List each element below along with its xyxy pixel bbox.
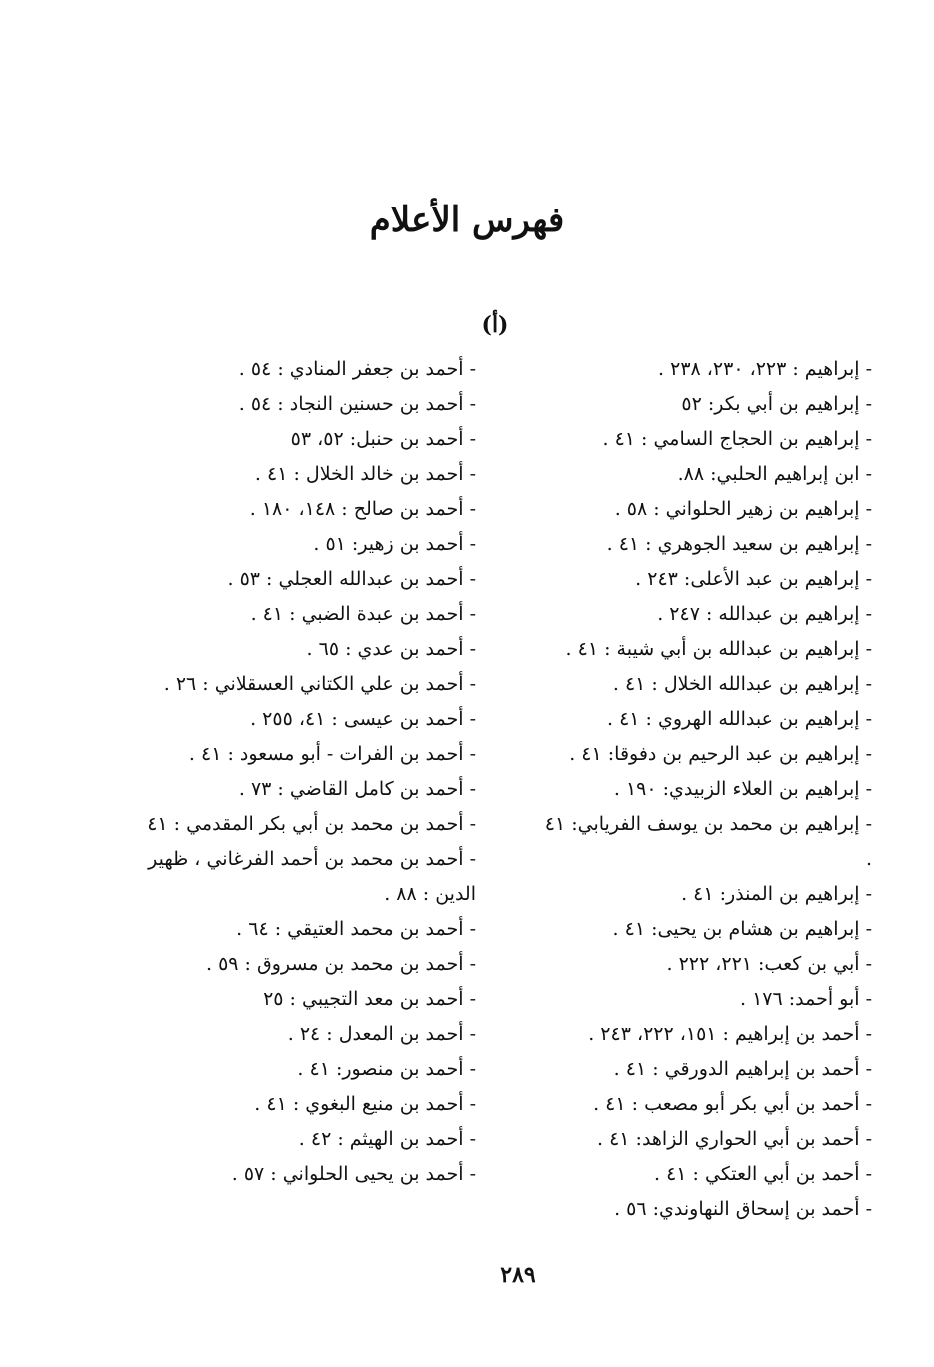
index-entry: - أحمد بن خالد الخلال : ٤١ . bbox=[254, 463, 476, 485]
index-entry: - أحمد بن حنبل: ٥٢، ٥٣ bbox=[290, 428, 476, 450]
index-entry: - إبراهيم بن عبدالله الخلال : ٤١ . bbox=[612, 673, 872, 695]
index-entry: - أحمد بن جعفر المنادي : ٥٤ . bbox=[238, 358, 476, 380]
index-entry: - أحمد بن عدي : ٦٥ . bbox=[306, 638, 476, 660]
index-entry: - إبراهيم بن عبد الأعلى: ٢٤٣ . bbox=[635, 568, 872, 590]
index-entry: - أحمد بن معد التجيبي : ٢٥ bbox=[263, 988, 476, 1010]
index-entry: - أحمد بن أبي العتكي : ٤١ . bbox=[653, 1163, 872, 1185]
index-entry: - إبراهيم بن الحجاج السامي : ٤١ . bbox=[602, 428, 872, 450]
index-entry: - إبراهيم بن هشام بن يحيى: ٤١ . bbox=[612, 918, 872, 940]
index-entry: - أحمد بن محمد بن أحمد الفرغاني ، ظهير الدين : ٨٨ . bbox=[148, 848, 476, 905]
index-entry: - أحمد بن صالح : ١٤٨، ١٨٠ . bbox=[249, 498, 476, 520]
index-entry: - أحمد بن إبراهيم : ١٥١، ٢٢٢، ٢٤٣ . bbox=[588, 1023, 872, 1045]
index-entry: - أحمد بن يحيى الحلواني : ٥٧ . bbox=[231, 1163, 476, 1185]
index-entry: - أحمد بن عبدالله العجلي : ٥٣ . bbox=[227, 568, 476, 590]
page-number: ٢٨٩ bbox=[500, 1262, 536, 1288]
index-entry: - إبراهيم بن زهير الحلواني : ٥٨ . bbox=[614, 498, 872, 520]
index-entry: - أحمد بن أبي بكر أبو مصعب : ٤١ . bbox=[593, 1093, 872, 1115]
index-entry: - أحمد بن منصور: ٤١ . bbox=[297, 1058, 476, 1080]
index-entry: - ابن إبراهيم الحلبي: ٨٨. bbox=[677, 463, 872, 485]
index-column-left bbox=[140, 352, 476, 1192]
index-entry: - إبراهيم بن سعيد الجوهري : ٤١ . bbox=[606, 533, 872, 555]
index-entry: - أحمد بن زهير: ٥١ . bbox=[313, 533, 476, 555]
index-entry: - أبو أحمد: ١٧٦ . bbox=[739, 988, 872, 1010]
index-entry: - أحمد بن حسنين النجاد : ٥٤ . bbox=[238, 393, 476, 415]
index-entry: - إبراهيم بن عبدالله بن أبي شيبة : ٤١ . bbox=[565, 638, 872, 660]
index-entry: - أحمد بن المعدل : ٢٤ . bbox=[287, 1023, 476, 1045]
index-entry: - أحمد بن محمد بن مسروق : ٥٩ . bbox=[205, 953, 476, 975]
index-entry: - أحمد بن محمد بن أبي بكر المقدمي : ٤١ bbox=[147, 813, 476, 835]
index-entry: - إبراهيم : ٢٢٣، ٢٣٠، ٢٣٨ . bbox=[658, 358, 872, 380]
index-entry: - أحمد بن إسحاق النهاوندي: ٥٦ . bbox=[614, 1198, 872, 1220]
index-entry: - أحمد بن أبي الحواري الزاهد: ٤١ . bbox=[596, 1128, 872, 1150]
index-entry: - أحمد بن عيسى : ٤١، ٢٥٥ . bbox=[250, 708, 476, 730]
index-entry: - إبراهيم بن عبد الرحيم بن دفوقا: ٤١ . bbox=[569, 743, 872, 765]
index-entry: - أحمد بن منيع البغوي : ٤١ . bbox=[254, 1093, 476, 1115]
page-title: فهرس الأعلام bbox=[369, 200, 565, 240]
index-entry: - إبراهيم بن العلاء الزبيدي: ١٩٠ . bbox=[613, 778, 872, 800]
index-entry: - أحمد بن الفرات - أبو مسعود : ٤١ . bbox=[188, 743, 476, 765]
index-entry: - إبراهيم بن أبي بكر: ٥٢ bbox=[681, 393, 872, 415]
index-entry: - إبراهيم بن عبدالله الهروي : ٤١ . bbox=[607, 708, 872, 730]
index-entry: - إبراهيم بن عبدالله : ٢٤٧ . bbox=[657, 603, 872, 625]
index-entry: - أحمد بن كامل القاضي : ٧٣ . bbox=[238, 778, 476, 800]
index-entry: - أحمد بن علي الكتاني العسقلاني : ٢٦ . bbox=[163, 673, 476, 695]
index-entry: - أحمد بن محمد العتيقي : ٦٤ . bbox=[236, 918, 476, 940]
index-entry: - إبراهيم بن محمد بن يوسف الفريابي: ٤١ . bbox=[544, 813, 872, 870]
index-column-right bbox=[542, 352, 872, 1227]
index-entry: - إبراهيم بن المنذر: ٤١ . bbox=[681, 883, 872, 905]
section-letter-heading: (أ) bbox=[481, 312, 509, 338]
index-entry: - أحمد بن إبراهيم الدورقي : ٤١ . bbox=[613, 1058, 872, 1080]
index-entry: - أحمد بن عبدة الضبي : ٤١ . bbox=[250, 603, 476, 625]
index-entry: - أحمد بن الهيثم : ٤٢ . bbox=[298, 1128, 476, 1150]
index-entry: - أبي بن كعب: ٢٢١، ٢٢٢ . bbox=[666, 953, 872, 975]
